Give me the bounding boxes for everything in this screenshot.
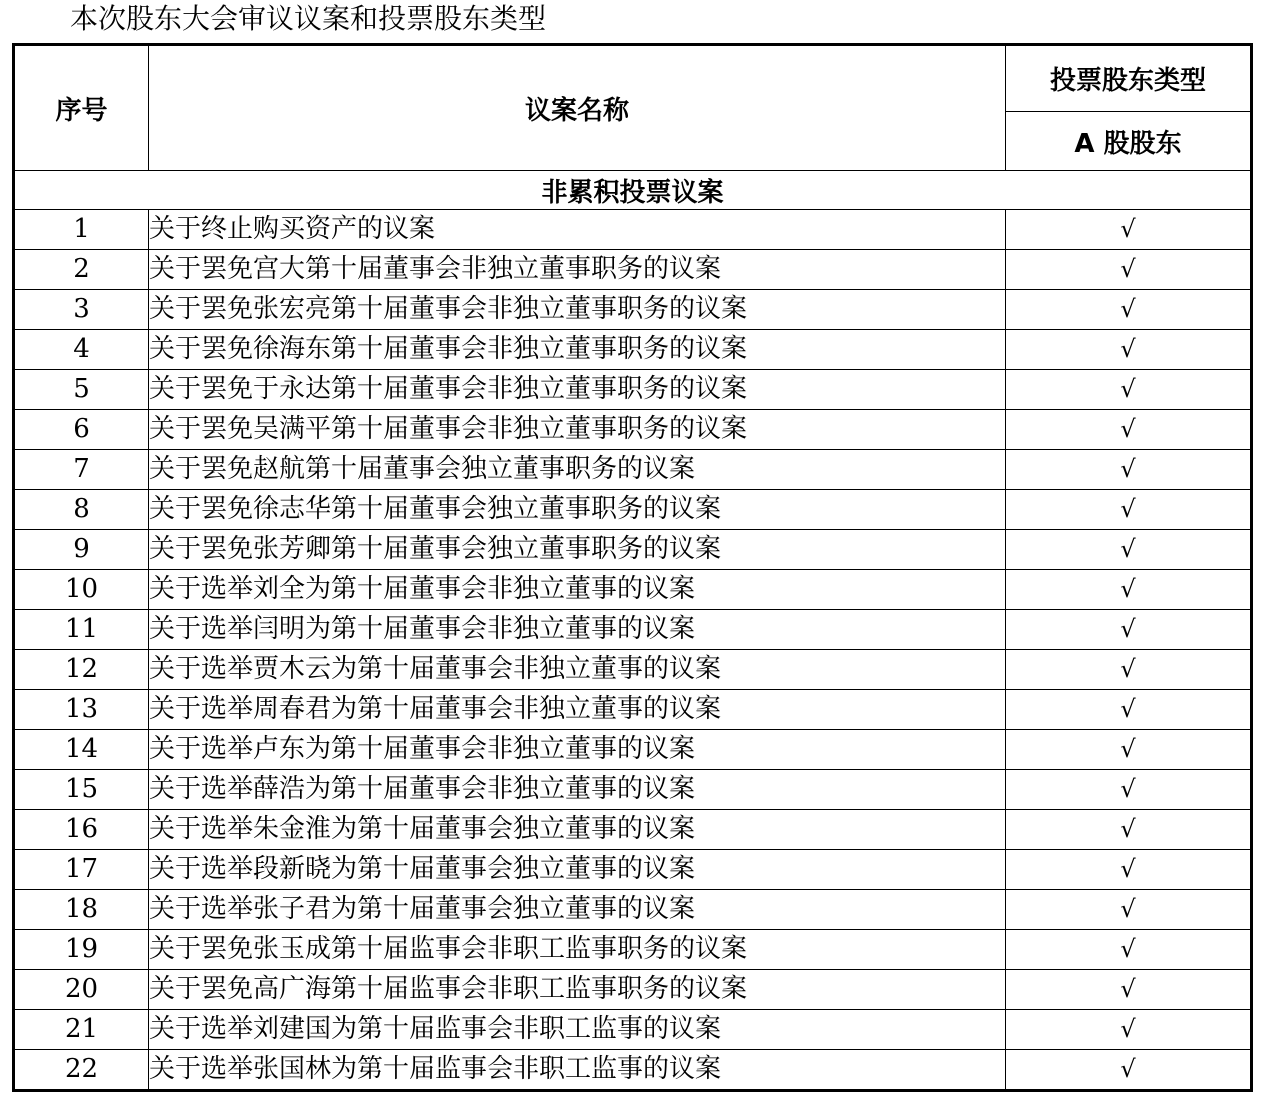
table-row xyxy=(14,490,1252,530)
check-mark-icon: √ xyxy=(1120,655,1136,683)
table-row xyxy=(14,210,1252,250)
column-header-vote-type: 投票股东类型 xyxy=(1006,45,1252,112)
row-number: 15 xyxy=(14,770,149,810)
proposal-name: 关于罢免张玉成第十届监事会非职工监事职务的议案 xyxy=(149,930,1006,970)
column-header-a-share: A 股股东 xyxy=(1006,112,1252,171)
table-row xyxy=(14,650,1252,690)
proposal-name: 关于选举闫明为第十届董事会非独立董事的议案 xyxy=(149,610,1006,650)
check-mark-icon: √ xyxy=(1120,615,1136,643)
row-number: 12 xyxy=(14,650,149,690)
proposal-name: 关于罢免张芳卿第十届董事会独立董事职务的议案 xyxy=(149,530,1006,570)
proposal-name: 关于终止购买资产的议案 xyxy=(149,210,1006,250)
table-row xyxy=(14,850,1252,890)
check-mark-icon: √ xyxy=(1120,975,1136,1003)
proposal-name: 关于罢免吴满平第十届董事会非独立董事职务的议案 xyxy=(149,410,1006,450)
proposal-name: 关于选举刘建国为第十届监事会非职工监事的议案 xyxy=(149,1010,1006,1050)
table-row xyxy=(14,330,1252,370)
vote-cell xyxy=(1006,970,1252,1010)
row-number: 8 xyxy=(14,490,149,530)
check-mark-icon: √ xyxy=(1120,215,1136,243)
proposal-name: 关于罢免张宏亮第十届董事会非独立董事职务的议案 xyxy=(149,290,1006,330)
row-number: 18 xyxy=(14,890,149,930)
table-row xyxy=(14,290,1252,330)
row-number: 7 xyxy=(14,450,149,490)
row-number: 9 xyxy=(14,530,149,570)
table-row xyxy=(14,250,1252,290)
check-mark-icon: √ xyxy=(1120,695,1136,723)
row-number: 17 xyxy=(14,850,149,890)
vote-cell xyxy=(1006,690,1252,730)
table-row xyxy=(14,570,1252,610)
table-body xyxy=(14,171,1252,1091)
table-row xyxy=(14,890,1252,930)
proposals-table xyxy=(12,43,1253,1092)
vote-cell xyxy=(1006,610,1252,650)
vote-cell xyxy=(1006,570,1252,610)
vote-cell xyxy=(1006,250,1252,290)
row-number: 1 xyxy=(14,210,149,250)
row-number: 16 xyxy=(14,810,149,850)
check-mark-icon: √ xyxy=(1120,735,1136,763)
vote-cell xyxy=(1006,490,1252,530)
check-mark-icon: √ xyxy=(1120,815,1136,843)
table-row xyxy=(14,770,1252,810)
row-number: 20 xyxy=(14,970,149,1010)
table-row xyxy=(14,810,1252,850)
check-mark-icon: √ xyxy=(1120,495,1136,523)
column-header-no: 序号 xyxy=(14,45,149,171)
proposal-name: 关于选举张国林为第十届监事会非职工监事的议案 xyxy=(149,1050,1006,1091)
check-mark-icon: √ xyxy=(1120,375,1136,403)
table-row xyxy=(14,610,1252,650)
section-label: 非累积投票议案 xyxy=(14,171,1252,210)
vote-cell xyxy=(1006,810,1252,850)
row-number: 10 xyxy=(14,570,149,610)
row-number: 6 xyxy=(14,410,149,450)
check-mark-icon: √ xyxy=(1120,455,1136,483)
vote-cell xyxy=(1006,1010,1252,1050)
page-title: 本次股东大会审议议案和投票股东类型 xyxy=(70,2,547,35)
table-row xyxy=(14,370,1252,410)
table-row xyxy=(14,690,1252,730)
check-mark-icon: √ xyxy=(1120,415,1136,443)
vote-cell xyxy=(1006,930,1252,970)
vote-cell xyxy=(1006,290,1252,330)
check-mark-icon: √ xyxy=(1120,255,1136,283)
column-header-name: 议案名称 xyxy=(149,45,1006,171)
check-mark-icon: √ xyxy=(1120,1015,1136,1043)
check-mark-icon: √ xyxy=(1120,935,1136,963)
check-mark-icon: √ xyxy=(1120,535,1136,563)
row-number: 2 xyxy=(14,250,149,290)
check-mark-icon: √ xyxy=(1120,335,1136,363)
proposal-name: 关于罢免徐志华第十届董事会独立董事职务的议案 xyxy=(149,490,1006,530)
proposal-name: 关于罢免赵航第十届董事会独立董事职务的议案 xyxy=(149,450,1006,490)
row-number: 3 xyxy=(14,290,149,330)
proposal-name: 关于选举刘全为第十届董事会非独立董事的议案 xyxy=(149,570,1006,610)
proposal-name: 关于罢免徐海东第十届董事会非独立董事职务的议案 xyxy=(149,330,1006,370)
check-mark-icon: √ xyxy=(1120,1055,1136,1083)
check-mark-icon: √ xyxy=(1120,895,1136,923)
vote-cell xyxy=(1006,530,1252,570)
row-number: 21 xyxy=(14,1010,149,1050)
vote-cell xyxy=(1006,650,1252,690)
table-row xyxy=(14,1050,1252,1091)
vote-cell xyxy=(1006,210,1252,250)
proposal-name: 关于选举朱金淮为第十届董事会独立董事的议案 xyxy=(149,810,1006,850)
proposal-name: 关于选举张子君为第十届董事会独立董事的议案 xyxy=(149,890,1006,930)
proposal-name: 关于罢免宫大第十届董事会非独立董事职务的议案 xyxy=(149,250,1006,290)
table-row xyxy=(14,970,1252,1010)
vote-cell xyxy=(1006,770,1252,810)
vote-cell xyxy=(1006,450,1252,490)
row-number: 19 xyxy=(14,930,149,970)
row-number: 14 xyxy=(14,730,149,770)
proposal-name: 关于罢免高广海第十届监事会非职工监事职务的议案 xyxy=(149,970,1006,1010)
vote-cell xyxy=(1006,410,1252,450)
proposal-name: 关于选举卢东为第十届董事会非独立董事的议案 xyxy=(149,730,1006,770)
table-row xyxy=(14,530,1252,570)
table-row xyxy=(14,1010,1252,1050)
vote-cell xyxy=(1006,850,1252,890)
table-row xyxy=(14,450,1252,490)
check-mark-icon: √ xyxy=(1120,775,1136,803)
table-row xyxy=(14,730,1252,770)
check-mark-icon: √ xyxy=(1120,295,1136,323)
proposal-name: 关于选举段新晓为第十届董事会独立董事的议案 xyxy=(149,850,1006,890)
vote-cell xyxy=(1006,330,1252,370)
vote-cell xyxy=(1006,730,1252,770)
vote-cell xyxy=(1006,370,1252,410)
check-mark-icon: √ xyxy=(1120,855,1136,883)
proposal-name: 关于选举贾木云为第十届董事会非独立董事的议案 xyxy=(149,650,1006,690)
row-number: 13 xyxy=(14,690,149,730)
proposal-name: 关于选举薛浩为第十届董事会非独立董事的议案 xyxy=(149,770,1006,810)
row-number: 5 xyxy=(14,370,149,410)
proposal-name: 关于罢免于永达第十届董事会非独立董事职务的议案 xyxy=(149,370,1006,410)
row-number: 4 xyxy=(14,330,149,370)
table-row xyxy=(14,410,1252,450)
check-mark-icon: √ xyxy=(1120,575,1136,603)
table-row xyxy=(14,930,1252,970)
row-number: 22 xyxy=(14,1050,149,1091)
proposal-name: 关于选举周春君为第十届董事会非独立董事的议案 xyxy=(149,690,1006,730)
vote-cell xyxy=(1006,890,1252,930)
vote-cell xyxy=(1006,1050,1252,1091)
row-number: 11 xyxy=(14,610,149,650)
